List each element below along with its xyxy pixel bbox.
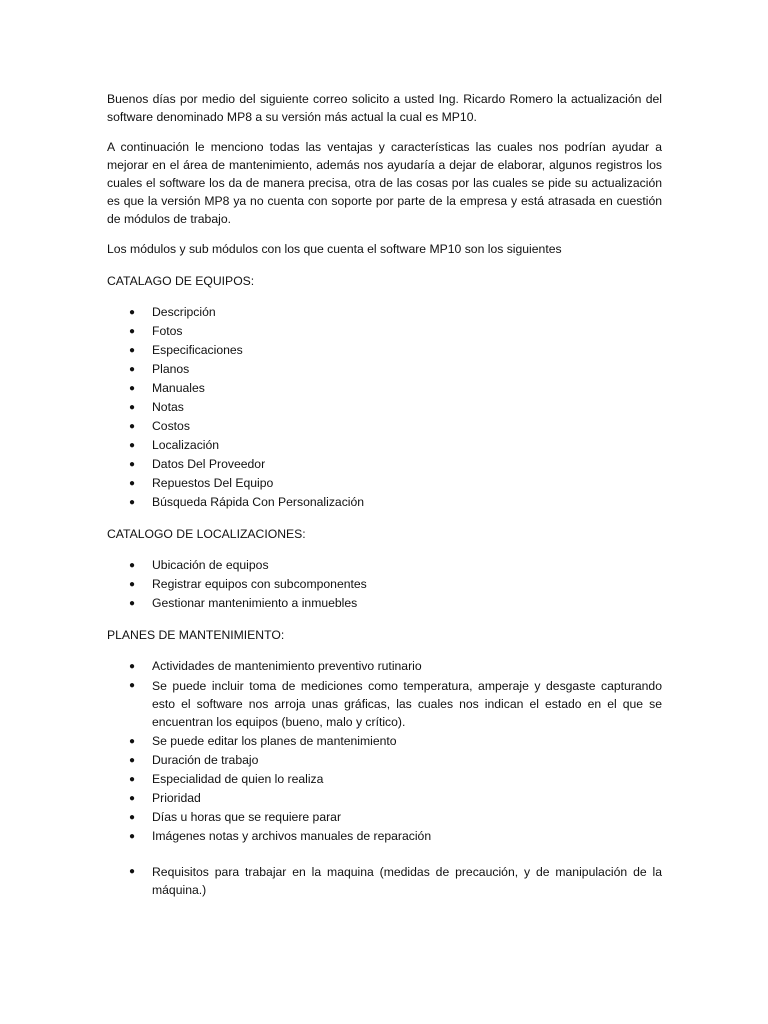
bullet-icon: ●: [129, 364, 136, 375]
list-item: ● Especialidad de quien lo realiza: [107, 770, 662, 789]
list-item: ● Planos: [107, 360, 662, 379]
list-item: ● Días u horas que se requiere parar: [107, 808, 662, 827]
bullet-icon: ●: [129, 560, 136, 571]
list-item: ● Prioridad: [107, 789, 662, 808]
list-item: ● Manuales: [107, 379, 662, 398]
bullet-icon: ●: [129, 579, 136, 590]
equipos-list: [107, 303, 662, 512]
list-item: ● Especificaciones: [107, 341, 662, 360]
bullet-icon: ●: [129, 831, 136, 842]
list-item: ● Registrar equipos con subcomponentes: [107, 575, 662, 594]
list-item: ● Actividades de mantenimiento preventivo rutinario: [107, 657, 662, 676]
list-item: ● Descripción: [107, 303, 662, 322]
list-item: ● Repuestos Del Equipo: [107, 474, 662, 493]
list-item: ● Costos: [107, 417, 662, 436]
bullet-icon: ●: [129, 326, 136, 337]
bullet-icon: ●: [129, 345, 136, 356]
list-item: ● Datos Del Proveedor: [107, 455, 662, 474]
list-item: ● Búsqueda Rápida Con Personalización: [107, 493, 662, 512]
bullet-icon: ●: [129, 421, 136, 432]
intro-paragraph: Buenos días por medio del siguiente correo solicito a usted Ing. Ricardo Romero la actualización del software denominado MP8 a su versión más actual la cual es MP10.: [107, 92, 662, 124]
section-heading-localizaciones: CATALOGO DE LOCALIZACIONES:: [107, 527, 306, 541]
bullet-icon: ●: [129, 402, 136, 413]
bullet-icon: ●: [129, 383, 136, 394]
list-item: ● Imágenes notas y archivos manuales de reparación: [107, 827, 662, 846]
planes-list: [107, 657, 662, 899]
section-heading-equipos: CATALAGO DE EQUIPOS:: [107, 274, 255, 288]
list-item: ● Requisitos para trabajar en la maquina (medidas de precaución, y de manipulación de la máquina.): [129, 865, 662, 897]
localizaciones-list: [107, 556, 662, 613]
section-heading-planes: PLANES DE MANTENIMIENTO:: [107, 628, 285, 642]
bullet-icon: ●: [129, 774, 136, 785]
bullet-icon: ●: [129, 755, 136, 766]
bullet-icon: ●: [129, 440, 136, 451]
bullet-icon: ●: [129, 478, 136, 489]
modules-intro-paragraph: Los módulos y sub módulos con los que cuenta el software MP10 son los siguientes: [107, 242, 562, 256]
bullet-icon: ●: [129, 497, 136, 508]
bullet-icon: ●: [129, 812, 136, 823]
bullet-icon: ●: [129, 598, 136, 609]
bullet-icon: ●: [129, 680, 136, 691]
bullet-icon: ●: [129, 459, 136, 470]
list-item: ● Gestionar mantenimiento a inmuebles: [107, 594, 662, 613]
bullet-icon: ●: [129, 661, 136, 672]
list-item: ● Duración de trabajo: [107, 751, 662, 770]
list-item: ● Localización: [107, 436, 662, 455]
bullet-icon: ●: [129, 307, 136, 318]
list-item: ● Se puede incluir toma de mediciones como temperatura, amperaje y desgaste capturando esto el software nos arroja unas gráficas, las cuales nos indican el estado en el que se encuentran los equipos (bueno, malo y crítico).: [129, 679, 662, 729]
bullet-icon: ●: [129, 736, 136, 747]
list-item: ● Fotos: [107, 322, 662, 341]
bullet-icon: ●: [129, 793, 136, 804]
bullet-icon: ●: [129, 866, 136, 877]
list-item: ● Ubicación de equipos: [107, 556, 662, 575]
list-item: ● Notas: [107, 398, 662, 417]
list-item: ● Se puede editar los planes de mantenimiento: [107, 732, 662, 751]
advantages-paragraph: A continuación le menciono todas las ventajas y características las cuales nos podrían ayudar a mejorar en el área de mantenimiento, además nos ayudaría a dejar de elaborar, algunos registros los cuales el software los da de manera precisa, otra de las cosas por las cuales se pide su actualización es que la versión MP8 ya no cuenta con soporte por parte de la empresa y está atrasada en cuestión de módulos de trabajo.: [107, 140, 662, 226]
